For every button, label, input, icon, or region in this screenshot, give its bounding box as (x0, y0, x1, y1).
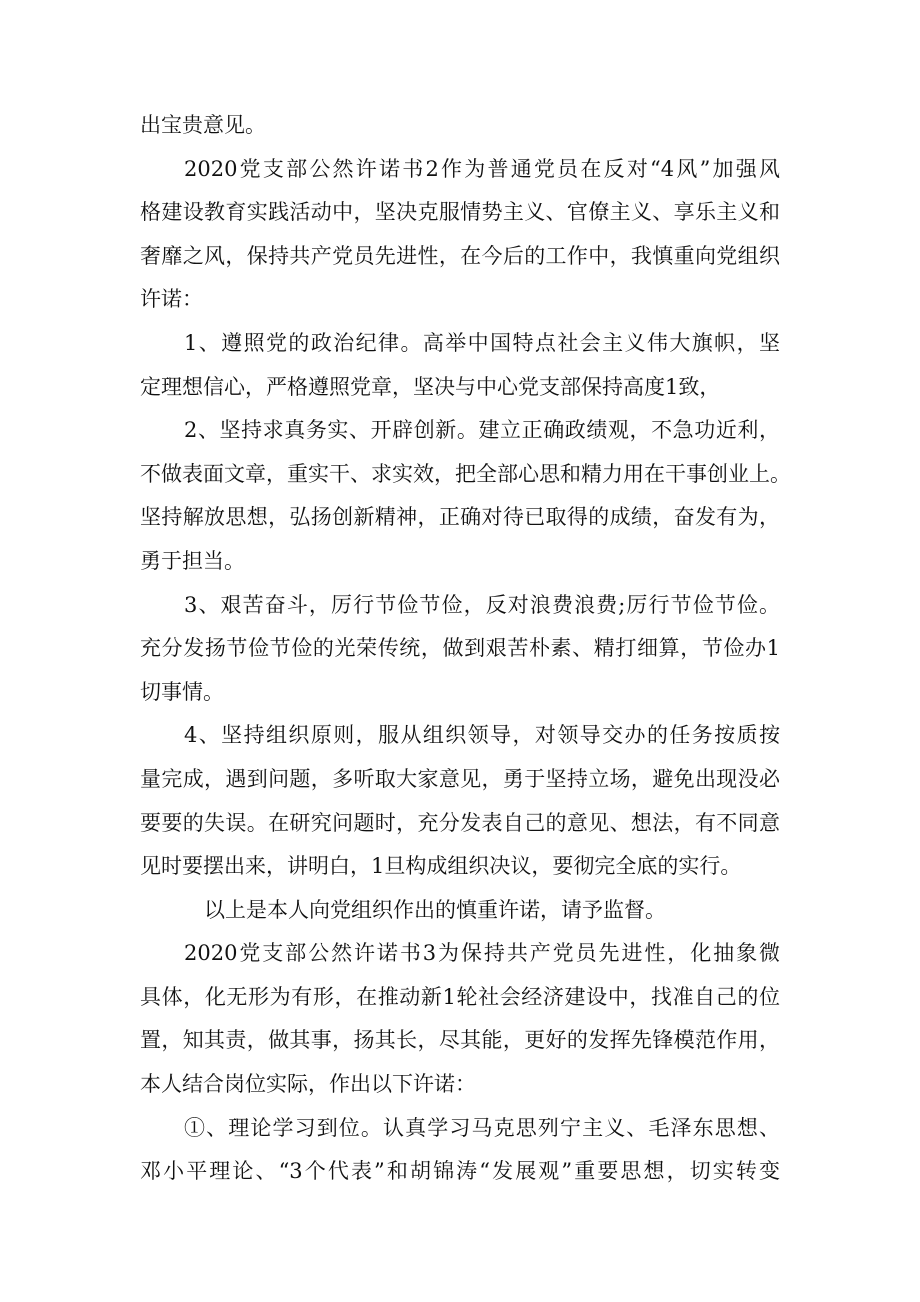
paragraph-start-line: 以上是本人向党组织作出的慎重许诺，请予监督。 (204, 897, 666, 922)
paragraph-start-line: 4、坚持组织原则，服从组织领导，对领导交办的任务按质按 (184, 723, 780, 748)
text-line: 要要的失误。在研究问题时，充分发表自己的意见、想法，有不同意 (140, 810, 780, 835)
paragraph-start-line: ①、理论学习到位。认真学习马克思列宁主义、毛泽东思想、 (184, 1115, 780, 1140)
paragraph-start-line: 2020党支部公然许诺书2作为普通党员在反对“4风”加强风 (184, 156, 780, 181)
text-line: 不做表面文章，重实干、求实效，把全部心思和精力用在干事创业上。 (140, 461, 791, 486)
text-line: 置，知其责，做其事，扬其长，尽其能，更好的发挥先锋模范作用， (140, 1028, 780, 1053)
paragraph-start-line: 3、艰苦奋斗，厉行节俭节俭，反对浪费浪费;厉行节俭节俭。 (184, 592, 780, 617)
text-line: 出宝贵意见。 (140, 113, 266, 137)
text-line: 充分发扬节俭节俭的光荣传统，做到艰苦朴素、精打细算，节俭办1 (140, 636, 780, 661)
text-line: 切事情。 (140, 679, 224, 704)
text-line: 具体，化无形为有形，在推动新1轮社会经济建设中，找准自己的位 (140, 984, 780, 1009)
text-line: 坚持解放思想，弘扬创新精神，正确对待已取得的成绩，奋发有为， (140, 505, 780, 530)
paragraph-start-line: 2020党支部公然许诺书3为保持共产党员先进性，化抽象微 (184, 941, 780, 966)
document-body (140, 104, 791, 1194)
text-line: 勇于担当。 (140, 548, 245, 573)
paragraph-start-line: 2、坚持求真务实、开辟创新。建立正确政绩观，不急功近利， (184, 418, 780, 443)
paragraph-start-line: 1、遵照党的政治纪律。高举中国特点社会主义伟大旗帜，坚 (184, 330, 780, 355)
text-line: 见时要摆出来，讲明白，1旦构成组织决议，要彻完全底的实行。 (140, 854, 742, 879)
text-line: 本人结合岗位实际，作出以下许诺： (140, 1072, 476, 1097)
text-line: 定理想信心，严格遵照党章，坚决与中心党支部保持高度1致， (140, 374, 721, 399)
text-line: 量完成，遇到问题，多听取大家意见，勇于坚持立场，避免出现没必 (140, 766, 780, 791)
text-line: 许诺： (140, 287, 203, 312)
text-line: 奢靡之风，保持共产党员先进性，在今后的工作中，我慎重向党组织 (140, 243, 780, 268)
text-line: 格建设教育实践活动中，坚决克服情势主义、官僚主义、享乐主义和 (140, 200, 780, 225)
text-line: 邓小平理论、“3个代表”和胡锦涛“发展观”重要思想，切实转变 (140, 1159, 780, 1184)
